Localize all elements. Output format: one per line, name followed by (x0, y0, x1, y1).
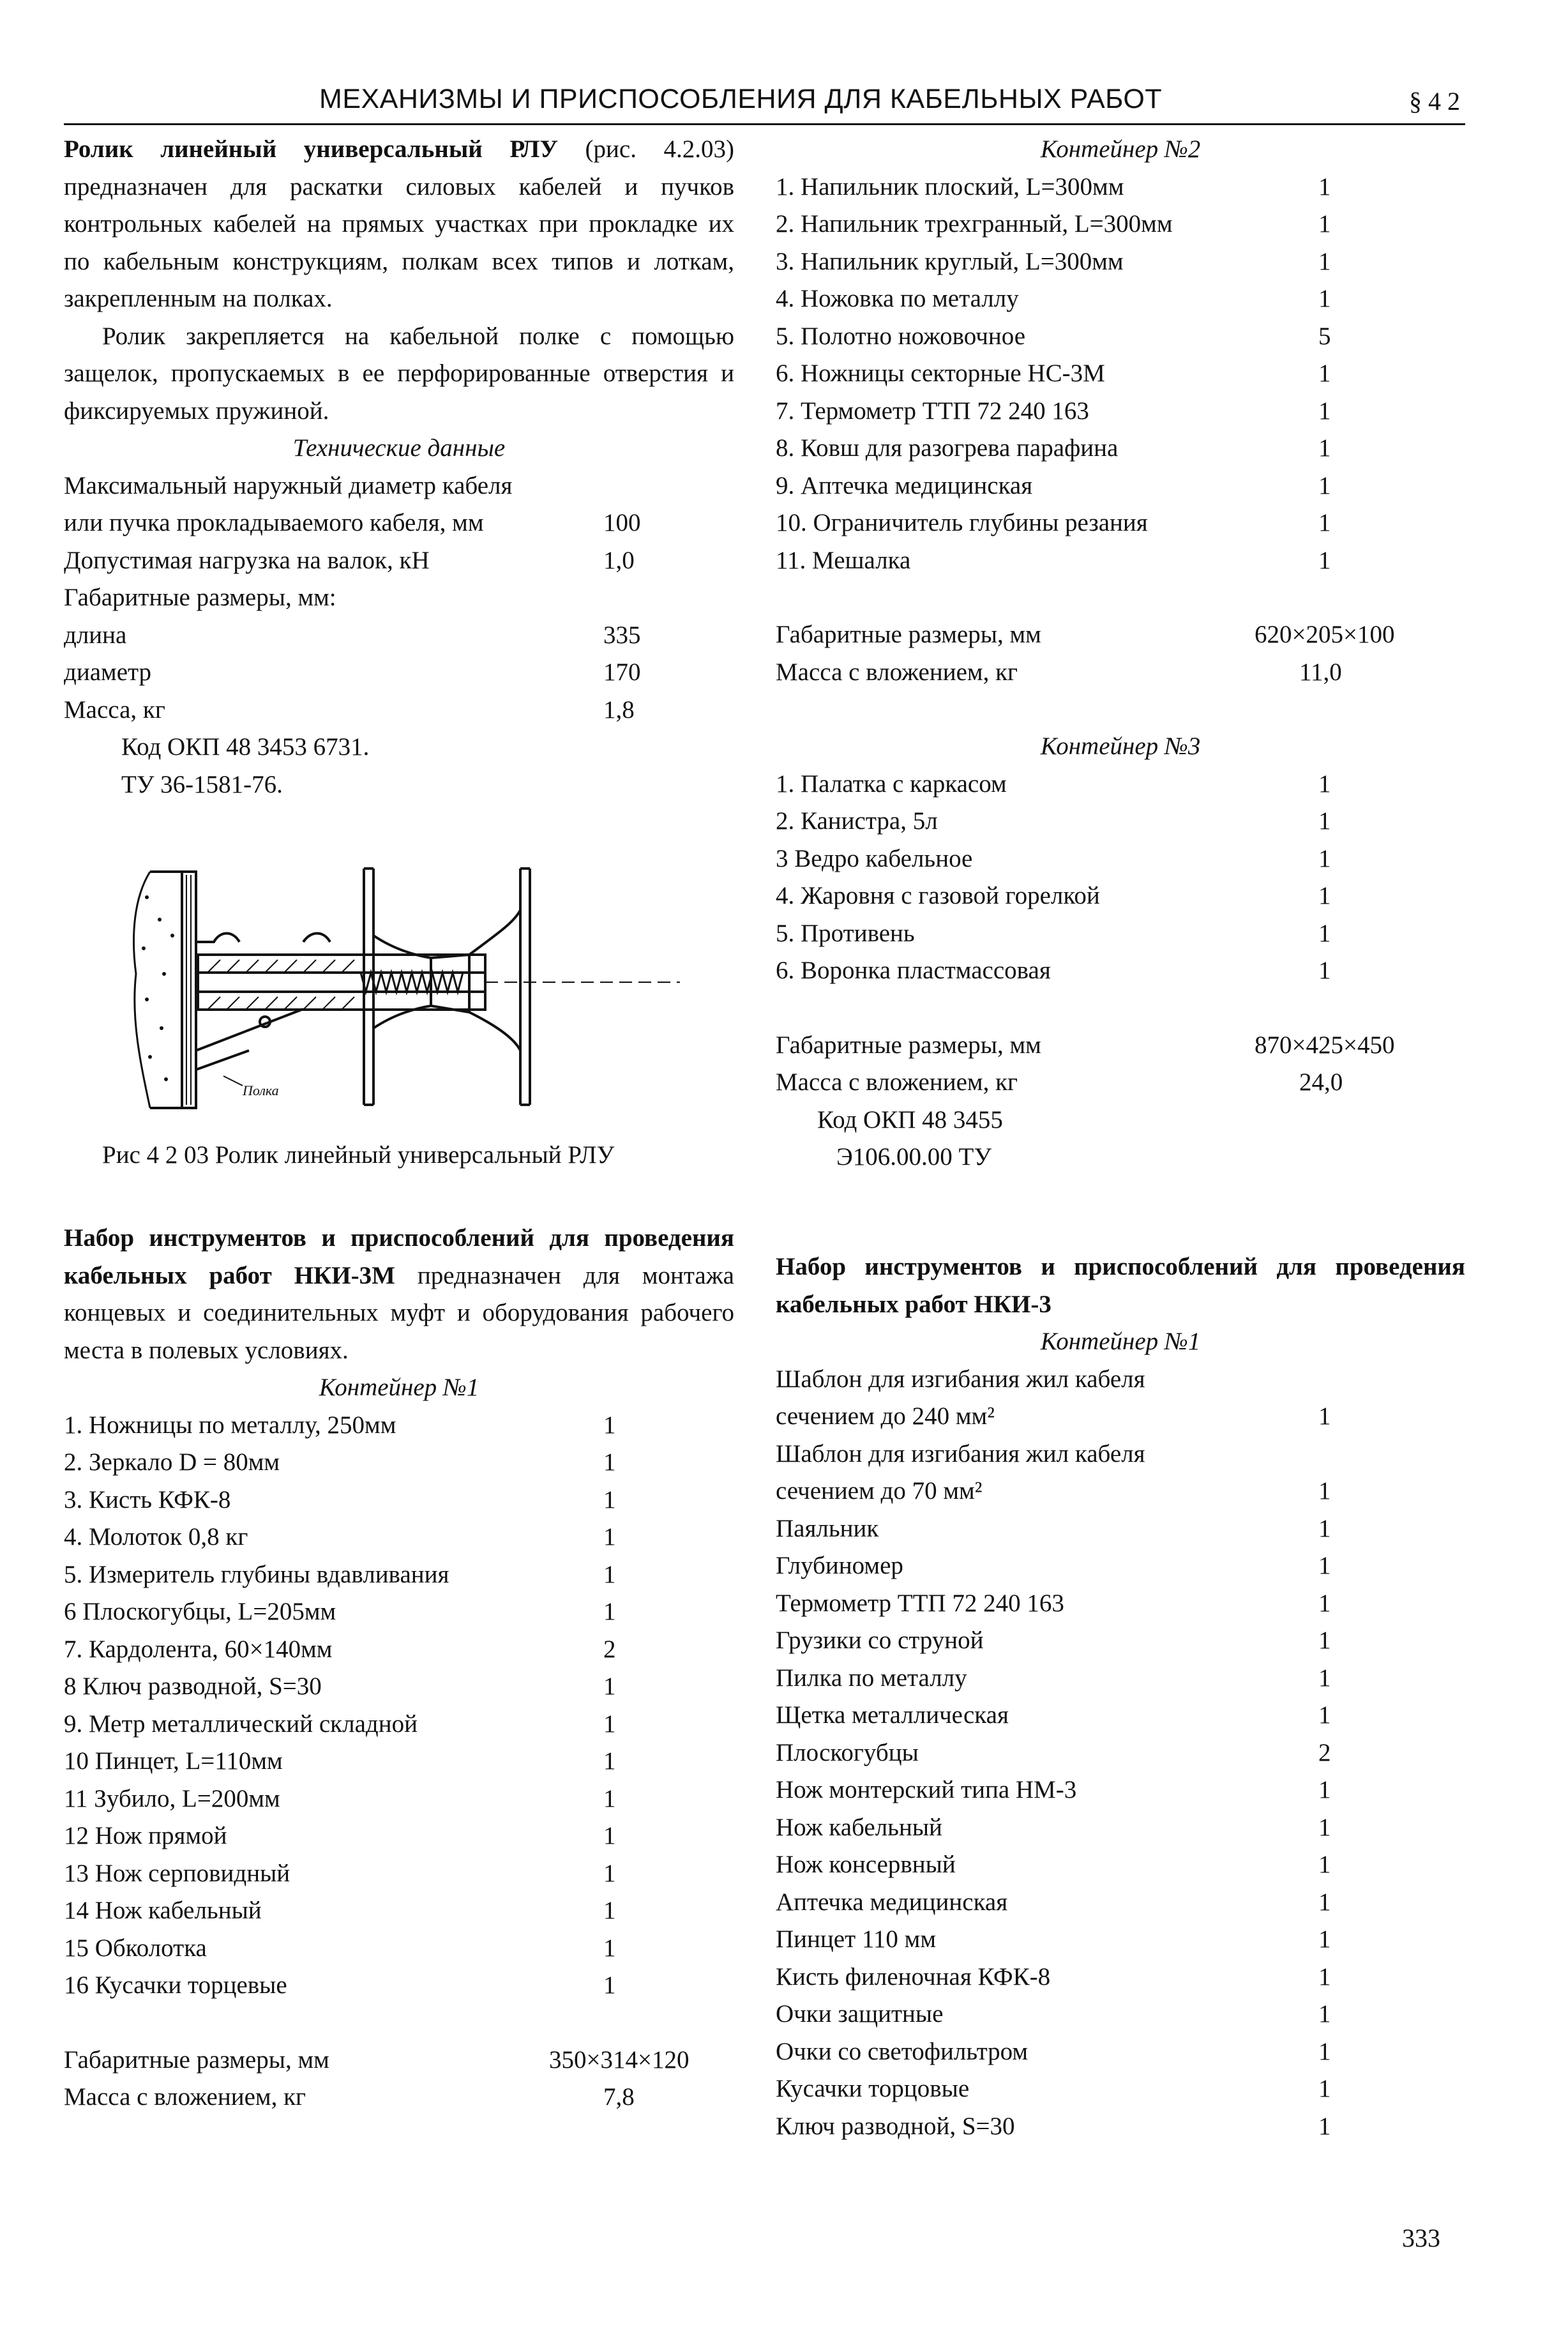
container1-dims: Габаритные размеры, мм 350×314×120 (64, 2045, 690, 2074)
nki3m-intro-text: предназначен для монтажа концевых и соединительных муфт и оборудования рабочего места в полевых условиях. (64, 1261, 734, 1364)
nki3-list (776, 1510, 1465, 2146)
container1-title: Контейнер №1 (319, 1374, 479, 1401)
list-item: 8 Ключ разводной, S=30 1 (64, 1673, 616, 1700)
list-item: 12 Нож прямой 1 (64, 1822, 616, 1849)
tech-data-table (64, 467, 734, 729)
nki3-container1-title: Контейнер №1 (1040, 1328, 1201, 1355)
nki3m-tu: Э106.00.00 ТУ (836, 1143, 991, 1171)
container3-list (776, 766, 1465, 990)
list-item: 13 Нож серповидный 1 (64, 1859, 616, 1887)
list-item: 14 Нож кабельный 1 (64, 1897, 616, 1924)
rlu-intro-bold: Ролик линейный универсальный РЛУ (64, 135, 558, 163)
tech-row: или пучка прокладываемого кабеля, мм 100 (64, 509, 641, 536)
tech-row: длина 335 (64, 621, 641, 649)
list-item: 6. Воронка пластмассовая 1 (776, 957, 1331, 984)
list-item: Термометр ТТП 72 240 163 1 (776, 1589, 1331, 1617)
list-item: 8. Ковш для разогрева парафина 1 (776, 434, 1331, 462)
rlu-intro (64, 131, 734, 318)
list-item: Ключ разводной, S=30 1 (776, 2112, 1331, 2140)
list-item: 5. Полотно ножовочное 5 (776, 322, 1331, 350)
list-item: Щетка металлическая 1 (776, 1701, 1331, 1729)
rlu-intro-text: (рис. 4.2.03) предназначен для раскатки силовых кабелей и пучков контрольных кабелей на прямых участках при прокладке их по кабельным конструкциям, полкам всех типов и лоткам, закрепленным на полках. (64, 135, 735, 312)
list-item: 10. Ограничитель глубины резания 1 (776, 509, 1331, 536)
list-item: Кисть филеночная КФК-8 1 (776, 1962, 1331, 1991)
rlu-tu: ТУ 36-1581-76. (121, 770, 283, 798)
list-item: 1. Палатка с каркасом 1 (776, 770, 1331, 798)
template2-line2: сечением до 70 мм² 1 (776, 1477, 1331, 1505)
list-item: Плоскогубцы 2 (776, 1738, 1331, 1766)
list-item: 1. Ножницы по металлу, 250мм 1 (64, 1411, 616, 1439)
container3-mass: Масса с вложением, кг 24,0 (776, 1068, 1343, 1096)
list-item: 10 Пинцет, L=110мм 1 (64, 1747, 616, 1775)
list-item: 2. Напильник трехгранный, L=300мм 1 (776, 210, 1331, 238)
template1-line1: Шаблон для изгибания жил кабеля (776, 1365, 1145, 1393)
figure-caption: Рис 4 2 03 Ролик линейный универсальный РЛУ (102, 1141, 615, 1169)
list-item: 4. Ножовка по металлу 1 (776, 285, 1331, 312)
container1-list (64, 1407, 734, 2005)
list-item: Нож монтерский типа НМ-3 1 (776, 1776, 1331, 1803)
list-item: 1. Напильник плоский, L=300мм 1 (776, 172, 1331, 201)
list-item: 3. Кисть КФК-8 1 (64, 1485, 616, 1514)
list-item: Паяльник 1 (776, 1514, 1331, 1542)
list-item: 3 Ведро кабельное 1 (776, 844, 1331, 872)
nki3m-section (64, 1220, 734, 2116)
rlu-figure (112, 859, 686, 1114)
nki3-intro: Набор инструментов и приспособлений для проведения кабельных работ НКИ-3 (776, 1253, 1465, 1318)
list-item: 11 Зубило, L=200мм 1 (64, 1784, 616, 1812)
list-item: 6. Ножницы секторные НС-3М 1 (776, 360, 1331, 387)
header-section: § 4 2 (1409, 87, 1460, 116)
container3-title: Контейнер №3 (1040, 732, 1201, 760)
list-item: 5. Измеритель глубины вдавливания 1 (64, 1560, 616, 1588)
list-item: 6 Плоскогубцы, L=205мм 1 (64, 1598, 616, 1625)
list-item: Очки защитные 1 (776, 2000, 1331, 2028)
tech-data-title: Технические данные (292, 434, 506, 462)
tech-row: Допустимая нагрузка на валок, кН 1,0 (64, 546, 635, 574)
rlu-okp-code: Код ОКП 48 3453 6731. (121, 733, 370, 761)
list-item: 4. Молоток 0,8 кг 1 (64, 1523, 616, 1551)
list-item: Грузики со струной 1 (776, 1627, 1331, 1654)
container2-dims: Габаритные размеры, мм 620×205×100 (776, 621, 1395, 648)
list-item: Пинцет 110 мм 1 (776, 1925, 1331, 1953)
container3-dims: Габаритные размеры, мм 870×425×450 (776, 1031, 1395, 1059)
container2-section (776, 131, 1465, 1176)
nki3-section (776, 1248, 1465, 2145)
rlu-para2: Ролик закрепляется на кабельной полке с помощью защелок, пропускаемых в ее перфорированные отверстия и фиксируемых пружиной. (64, 322, 734, 425)
roller-drawing (112, 859, 686, 1114)
list-item: 9. Метр металлический складной 1 (64, 1710, 616, 1738)
list-item: 5. Противень 1 (776, 919, 1331, 947)
tech-row: Масса, кг 1,8 (64, 695, 635, 724)
rlu-section (64, 131, 734, 803)
list-item: Нож консервный 1 (776, 1851, 1331, 1878)
list-item: 16 Кусачки торцевые 1 (64, 1971, 616, 1999)
nki3m-intro-bold: Набор инструментов и приспособлений для проведения кабельных работ НКИ-3М (64, 1224, 734, 1289)
container2-list (776, 169, 1465, 580)
list-item: Нож кабельный 1 (776, 1813, 1331, 1841)
list-item: Кусачки торцовые 1 (776, 2075, 1331, 2102)
header-title: МЕХАНИЗМЫ И ПРИСПОСОБЛЕНИЯ ДЛЯ КАБЕЛЬНЫХ РАБОТ (319, 84, 1163, 114)
list-item: Глубиномер 1 (776, 1552, 1331, 1579)
list-item: 3. Напильник круглый, L=300мм 1 (776, 247, 1331, 275)
tech-row: Габаритные размеры, мм: (64, 584, 336, 611)
list-item: Очки со светофильтром 1 (776, 2037, 1331, 2065)
list-item: 7. Термометр ТТП 72 240 163 1 (776, 397, 1331, 425)
list-item: 2. Канистра, 5л 1 (776, 807, 1331, 835)
running-header (64, 79, 1465, 125)
list-item: 9. Аптечка медицинская 1 (776, 471, 1331, 499)
list-item: Аптечка медицинская 1 (776, 1888, 1331, 1916)
list-item: 11. Мешалка 1 (776, 546, 1331, 574)
nki3m-okp-code: Код ОКП 48 3455 (817, 1105, 1003, 1134)
list-item: Пилка по металлу 1 (776, 1664, 1331, 1692)
tech-row: Максимальный наружный диаметр кабеля (64, 471, 513, 499)
list-item: 4. Жаровня с газовой горелкой 1 (776, 882, 1331, 909)
template2-line1: Шаблон для изгибания жил кабеля (776, 1439, 1145, 1468)
nki3m-intro (64, 1220, 734, 1369)
list-item: 15 Обколотка 1 (64, 1934, 616, 1962)
page-number: 333 (1402, 2224, 1440, 2252)
shelf-label: Полка (243, 1082, 279, 1098)
container1-mass: Масса с вложением, кг 7,8 (64, 2083, 635, 2111)
list-item: 7. Кардолента, 60×140мм 2 (64, 1635, 616, 1663)
template1-line2: сечением до 240 мм² 1 (776, 1402, 1331, 1430)
container2-mass: Масса с вложением, кг 11,0 (776, 658, 1342, 686)
tech-row: диаметр 170 (64, 658, 641, 686)
list-item: 2. Зеркало D = 80мм 1 (64, 1448, 616, 1476)
container2-title: Контейнер №2 (1040, 135, 1201, 163)
